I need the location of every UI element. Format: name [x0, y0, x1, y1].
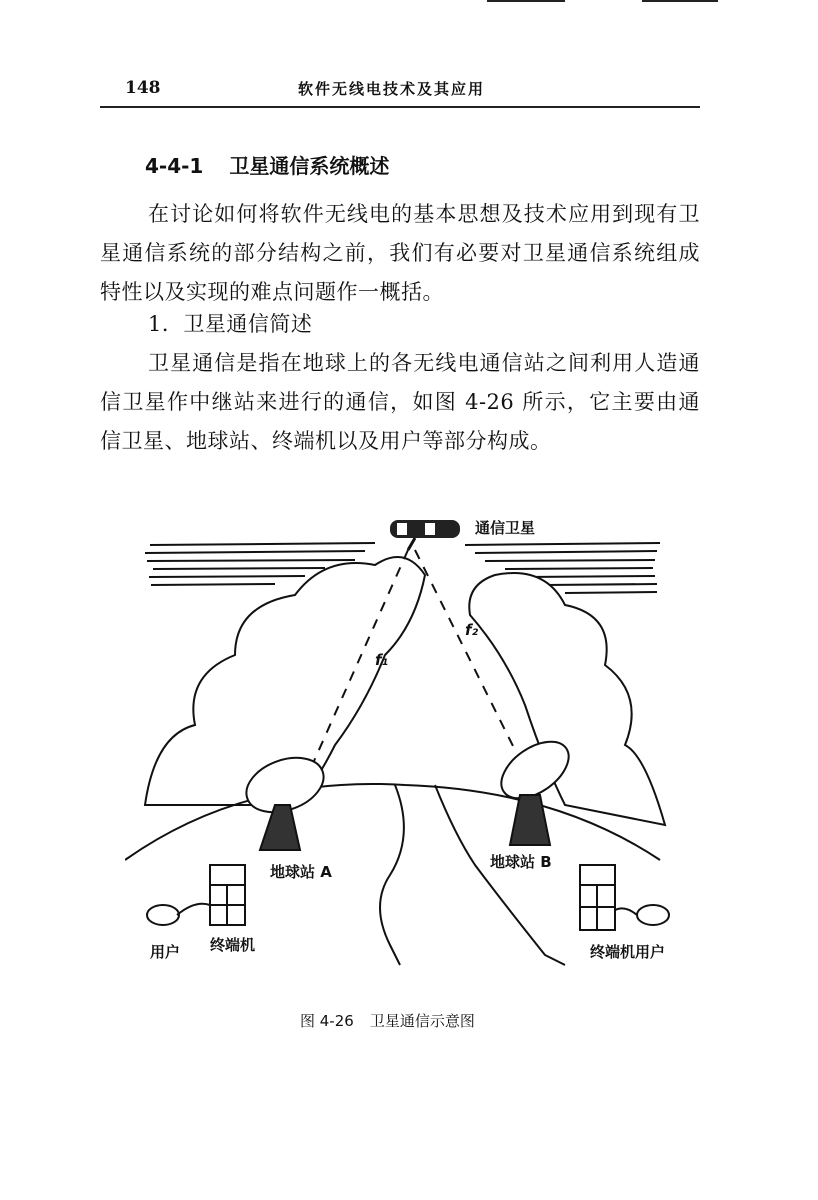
figure-caption	[300, 1010, 475, 1031]
section-title: 卫星通信系统概述	[229, 154, 390, 178]
top-edge-mark-2	[642, 0, 718, 2]
label-station-b: 地球站 B	[490, 853, 552, 871]
caption-text: 卫星通信示意图	[369, 1012, 475, 1030]
satellite-communication-figure	[125, 505, 685, 985]
satellite-icon	[390, 520, 460, 550]
running-title: 软件无线电技术及其应用	[298, 80, 486, 98]
label-f2: f₂	[465, 621, 479, 639]
right-cloud	[469, 573, 665, 825]
page-number: 148	[125, 78, 161, 98]
label-terminal-left: 终端机	[210, 936, 256, 954]
description-paragraph: 卫星通信是指在地球上的各无线电通信站之间利用人造通信卫星作中继站来进行的通信，如图 4-26 所示，它主要由通信卫星、地球站、终端机以及用户等部分构成。	[100, 351, 700, 453]
terminal-right-icon	[580, 865, 615, 930]
satellite-diagram	[125, 505, 685, 985]
phone-right-icon	[615, 905, 669, 925]
label-station-a: 地球站 A	[270, 863, 332, 881]
label-satellite: 通信卫星	[475, 519, 536, 537]
section-number: 4-4-1	[145, 154, 204, 178]
terminal-left-icon	[210, 865, 245, 925]
intro-paragraph: 在讨论如何将软件无线电的基本思想及技术应用到现有卫星通信系统的部分结构之前，我们有必要对卫星通信系统组成特性以及实现的难点问题作一概括。	[100, 202, 700, 304]
page-header	[100, 72, 700, 108]
phone-left-icon	[147, 904, 210, 925]
section-heading	[145, 150, 389, 179]
label-user-left: 用户	[150, 943, 181, 961]
label-terminal-user-right: 终端机用户	[590, 943, 666, 961]
caption-number: 图 4-26	[300, 1012, 354, 1030]
label-f1: f₁	[375, 651, 389, 669]
subheading: 1．卫星通信简述	[148, 312, 313, 336]
top-edge-mark-1	[487, 0, 565, 2]
